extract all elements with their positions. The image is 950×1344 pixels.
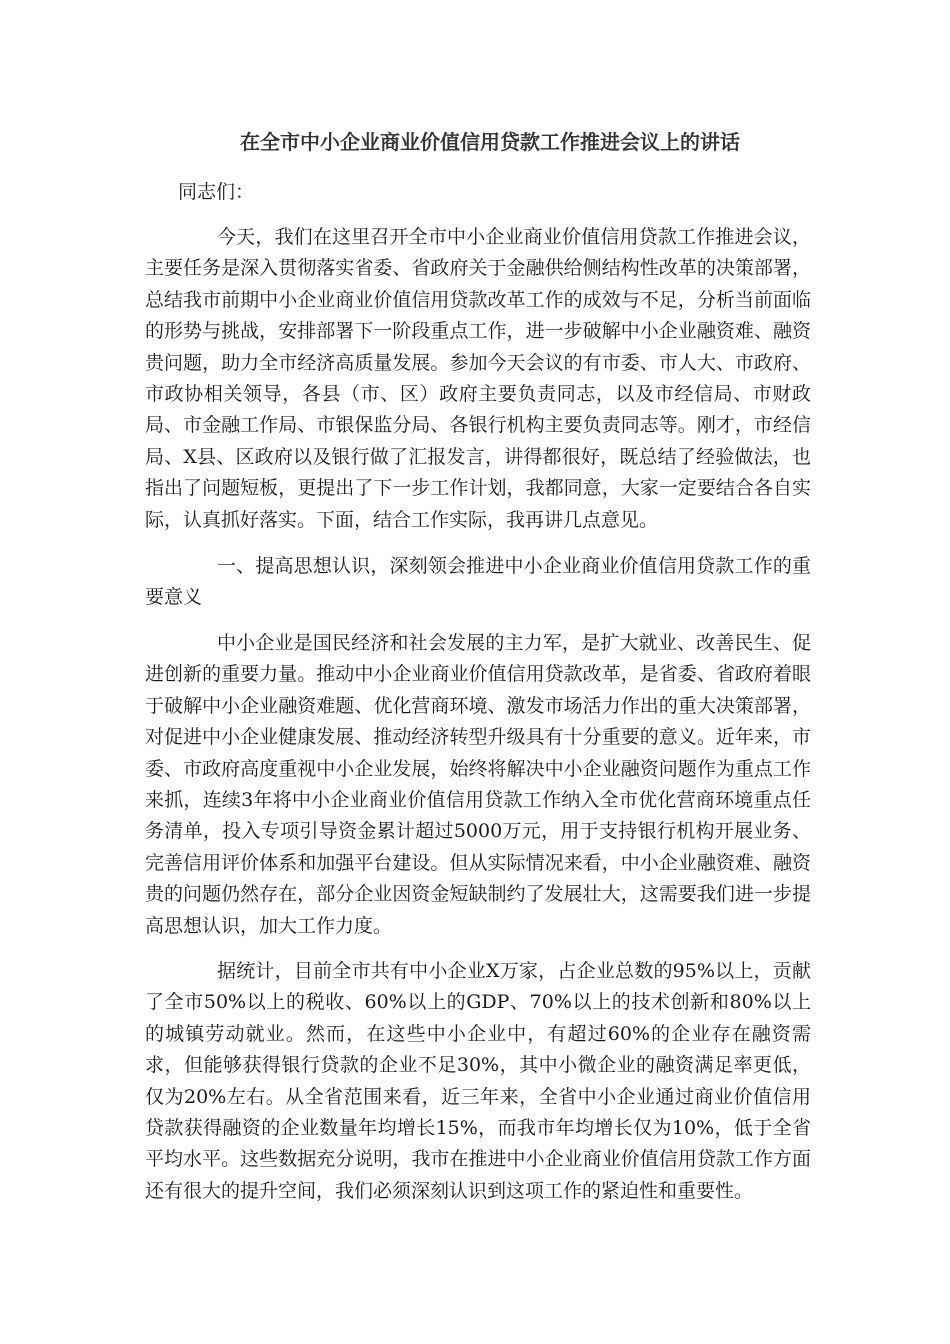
salutation: 同志们： [178, 181, 255, 203]
paragraph-significance: 中小企业是国民经济和社会发展的主力军，是扩大就业、改善民生、促进创新的重要力量。推动中小企业商业价值信用贷款改革，是省委、省政府着眼于破解中小企业融资难题、优化营商环境、激发市场活力作出的重大决策部署，对促进中小企业健康发展、推动经济转型升级具有十分重要的意义。近年来，市委、市政府高度重视中小企业发展，始终将解决中小企业融资问题作为重点工作来抓，连续3年将中小企业商业价值信用贷款工作纳入全市优化营商环境重点任务清单，投入专项引导资金累计超过5000万元，用于支持银行机构开展业务、完善信用评价体系和加强平台建设。但从实际情况来看，中小企业融资难、融资贵的问题仍然存在，部分企业因资金短缺制约了发展壮大，这需要我们进一步提高思想认识，加大工作力度。 [145, 632, 811, 937]
section-heading-1: 一、提高思想认识，深刻领会推进中小企业商业价值信用贷款工作的重要意义 [145, 555, 811, 609]
paragraph-opening: 今天，我们在这里召开全市中小企业商业价值信用贷款工作推进会议，主要任务是深入贯彻落实省委、省政府关于金融供给侧结构性改革的决策部署，总结我市前期中小企业商业价值信用贷款改革工作的成效与不足，分析当前面临的形势与挑战，安排部署下一阶段重点工作，进一步破解中小企业融资难、融资贵问题，助力全市经济高质量发展。参加今天会议的有市委、市人大、市政府、市政协相关领导，各县（市、区）政府主要负责同志，以及市经信局、市财政局、市金融工作局、市银保监分局、各银行机构主要负责同志等。刚才，市经信局、X县、区政府以及银行做了汇报发言，讲得都很好，既总结了经验做法，也指出了问题短板，更提出了下一步工作计划，我都同意，大家一定要结合各自实际，认真抓好落实。下面，结合工作实际，我再讲几点意见。 [145, 226, 811, 531]
document-title: 在全市中小企业商业价值信用贷款工作推进会议上的讲话 [240, 130, 740, 154]
paragraph-statistics: 据统计，目前全市共有中小企业X万家，占企业总数的95%以上，贡献了全市50%以上的税收、60%以上的GDP、70%以上的技术创新和80%以上的城镇劳动就业。然而，在这些中小企业中，有超过60%的企业存在融资需求，但能够获得银行贷款的企业不足30%，其中小微企业的融资满足率更低，仅为20%左右。从全省范围来看，近三年来，全省中小企业通过商业价值信用贷款获得融资的企业数量年均增长15%，而我市年均增长仅为10%，低于全省平均水平。这些数据充分说明，我市在推进中小企业商业价值信用贷款工作方面还有很大的提升空间，我们必须深刻认识到这项工作的紧迫性和重要性。 [145, 960, 811, 1202]
